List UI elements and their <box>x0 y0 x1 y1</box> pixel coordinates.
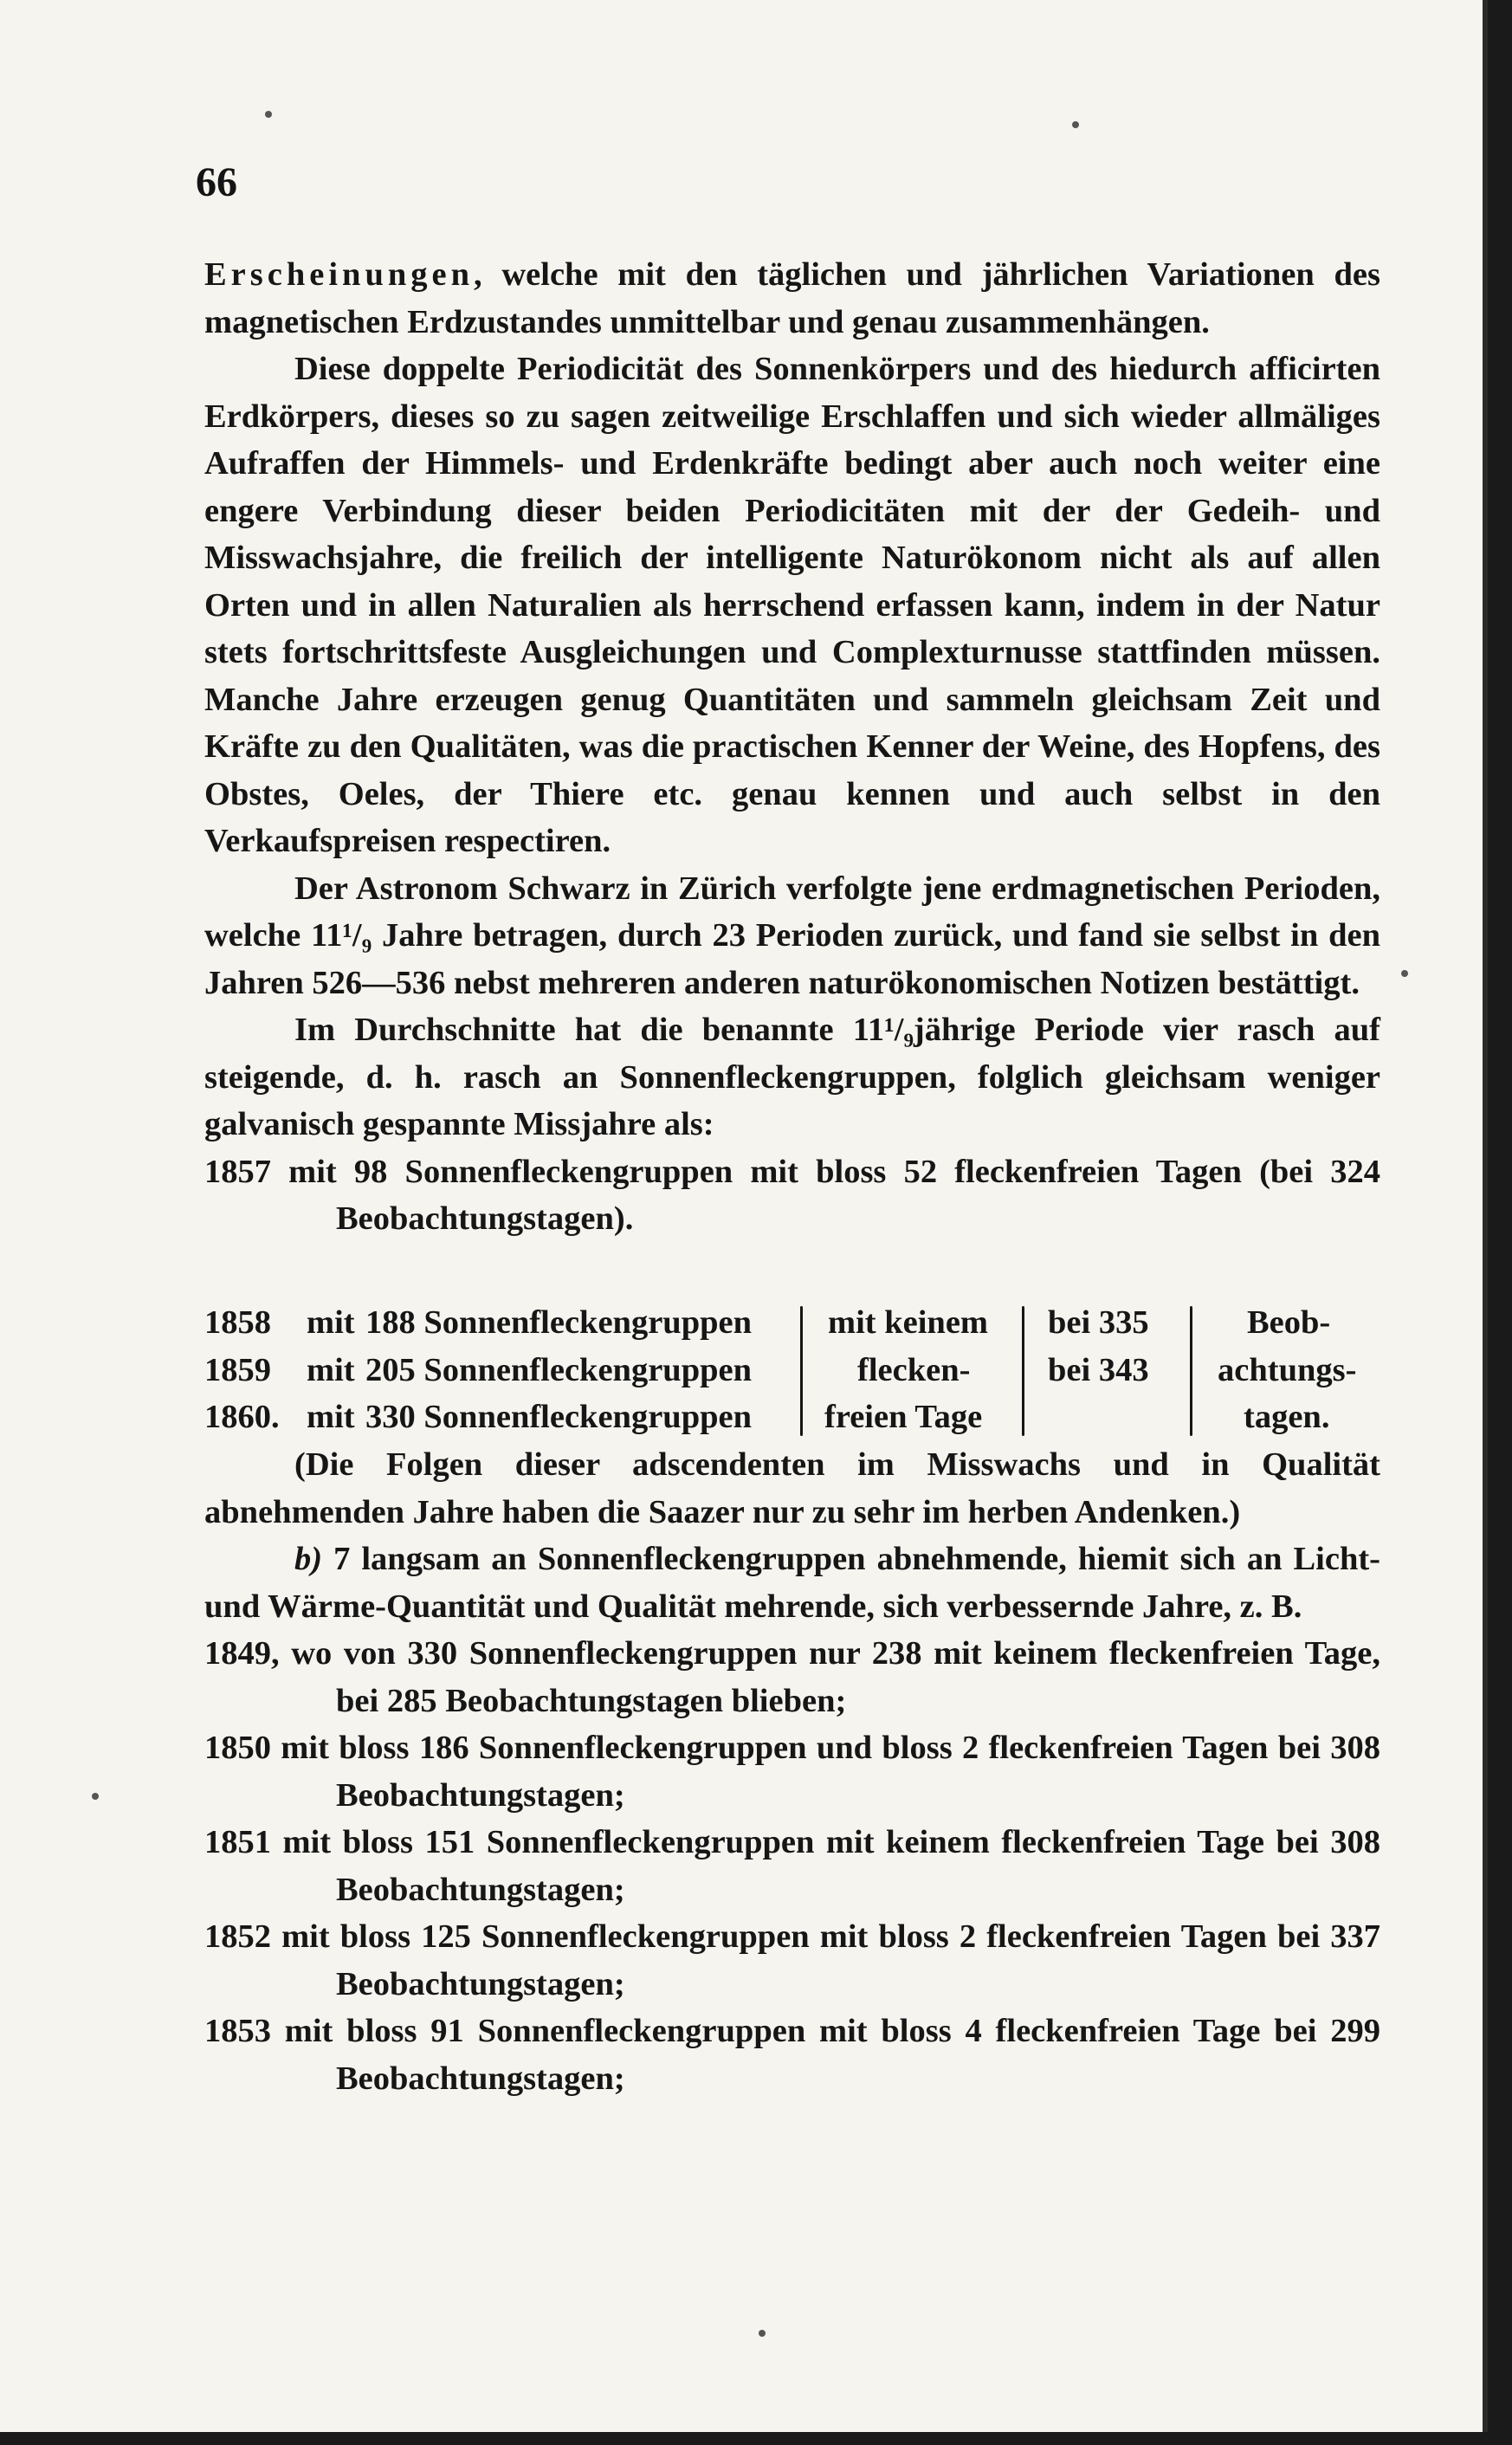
entry-1850: 1850 mit bloss 186 Sonnenfleckengruppen und bloss 2 fleckenfreien Tagen bei 308 Beobachtungstagen; <box>204 1730 1380 1814</box>
brace-right <box>1190 1306 1192 1436</box>
sunspot-table <box>204 1299 1380 1441</box>
paragraph-continuation <box>204 251 1380 346</box>
body-text-top <box>204 251 1380 1243</box>
speck <box>759 2330 766 2337</box>
table-col2: freien Tage <box>824 1399 983 1435</box>
entry-1857: 1857 mit 98 Sonnenfleckengruppen mit bloss 52 fleckenfreien Tagen (bei 324 Beobachtungstagen). <box>204 1153 1380 1237</box>
table-groups: 188 Sonnenfleckengruppen <box>365 1304 753 1341</box>
table-mit: mit <box>307 1304 355 1341</box>
entry-1853: 1853 mit bloss 91 Sonnenfleckengruppen mit bloss 4 fleckenfreien Tage bei 299 Beobachtungstagen; <box>204 2013 1380 2097</box>
table-mit: mit <box>307 1351 355 1388</box>
speck <box>1072 121 1079 128</box>
entry-1851: 1851 mit bloss 151 Sonnenfleckengruppen mit keinem fleckenfreien Tage bei 308 Beobachtungstagen; <box>204 1824 1380 1908</box>
brace-left <box>800 1306 803 1436</box>
table-col4: achtungs- <box>1218 1351 1357 1388</box>
table-col3: bei 335 <box>1048 1304 1149 1341</box>
paragraph-saazer: (Die Folgen dieser adscendenten im Misswachs und in Qualität abnehmenden Jahre haben die Saazer nur zu sehr im herben Andenken.) <box>204 1446 1380 1530</box>
table-mit: mit <box>307 1399 355 1435</box>
table-col4: Beob- <box>1247 1304 1331 1341</box>
table-year: 1859 <box>204 1351 271 1388</box>
brace-mid <box>1022 1306 1024 1436</box>
table-year: 1860. <box>204 1399 280 1435</box>
entry-1849: 1849, wo von 330 Sonnenfleckengruppen nur 238 mit keinem fleckenfreien Tage, bei 285 Beobachtungstagen blieben; <box>204 1635 1380 1719</box>
list-label: b) <box>294 1541 323 1577</box>
table-row <box>204 1347 1380 1394</box>
table-row <box>204 1299 1380 1347</box>
speck <box>92 1793 99 1800</box>
table-col3: bei 343 <box>1048 1351 1149 1388</box>
speck <box>265 111 272 118</box>
page-number: 66 <box>196 159 237 205</box>
table-row <box>204 1394 1380 1441</box>
speck <box>1401 970 1408 977</box>
table-col4: tagen. <box>1244 1399 1330 1435</box>
paragraph-periodicity: Diese doppelte Periodicität des Sonnenkörpers und des hiedurch afficirten Erdkörpers, dieses so zu sagen zeitweilige Erschlaffen und sich wieder allmäliges Aufraffen der Himmels- und Erdenkräfte bedingt aber auch noch weiter eine engere Verbindung dieser beiden Periodicitäten mit der der Gedeih- und Misswachsjahre, die freilich der intelligente Naturökonom nicht als auf allen Orten und in allen Naturalien als herrschend erfassen kann, indem in der Natur stets fortschrittsfeste Ausgleichungen und Complexturnusse stattfinden müssen. Manche Jahre erzeugen genug Quantitäten und sammeln gleichsam Zeit und Kräfte zu den Qualitäten, was die practischen Kenner der Weine, des Hopfens, des Obstes, Oeles, der Thiere etc. genau kennen und auch selbst in den Verkaufspreisen respectiren. <box>204 351 1380 859</box>
table-col2: flecken- <box>857 1351 971 1388</box>
paragraph-b <box>204 1536 1380 1630</box>
body-text-bottom <box>204 1441 1380 2102</box>
paragraph-b-text: 7 langsam an Sonnenfleckengruppen abnehmende, hiemit sich an Licht- und Wärme-Quantität und Qualität mehrende, sich verbessernde Jahre, z. B. <box>204 1541 1380 1625</box>
entry-1852: 1852 mit bloss 125 Sonnenfleckengruppen mit bloss 2 fleckenfreien Tagen bei 337 Beobachtungstagen; <box>204 1918 1380 2002</box>
paragraph-continuation-text: , welche mit den täglichen und jährlichen Variationen des magnetischen Erdzustandes unmittelbar und genau zusammenhängen. <box>204 256 1380 340</box>
table-col2: mit keinem <box>828 1304 988 1341</box>
paragraph-average-period: Im Durchschnitte hat die benannte 11¹/₉jährige Periode vier rasch auf steigende, d. h. rasch an Sonnenfleckengruppen, folglich gleichsam weniger galvanisch gespannte Missjahre als: <box>204 1012 1380 1142</box>
table-year: 1858 <box>204 1304 271 1341</box>
table-groups: 330 Sonnenfleckengruppen <box>365 1399 753 1435</box>
paragraph-schwarz: Der Astronom Schwarz in Zürich verfolgte jene erdmagnetischen Perioden, welche 11¹/₉ Jahre betragen, durch 23 Perioden zurück, und fand sie selbst in den Jahren 526—536 nebst mehreren anderen naturökonomischen Notizen bestättigt. <box>204 870 1380 1001</box>
emphasized-word: Erscheinungen <box>204 256 475 293</box>
table-groups: 205 Sonnenfleckengruppen <box>365 1351 753 1388</box>
